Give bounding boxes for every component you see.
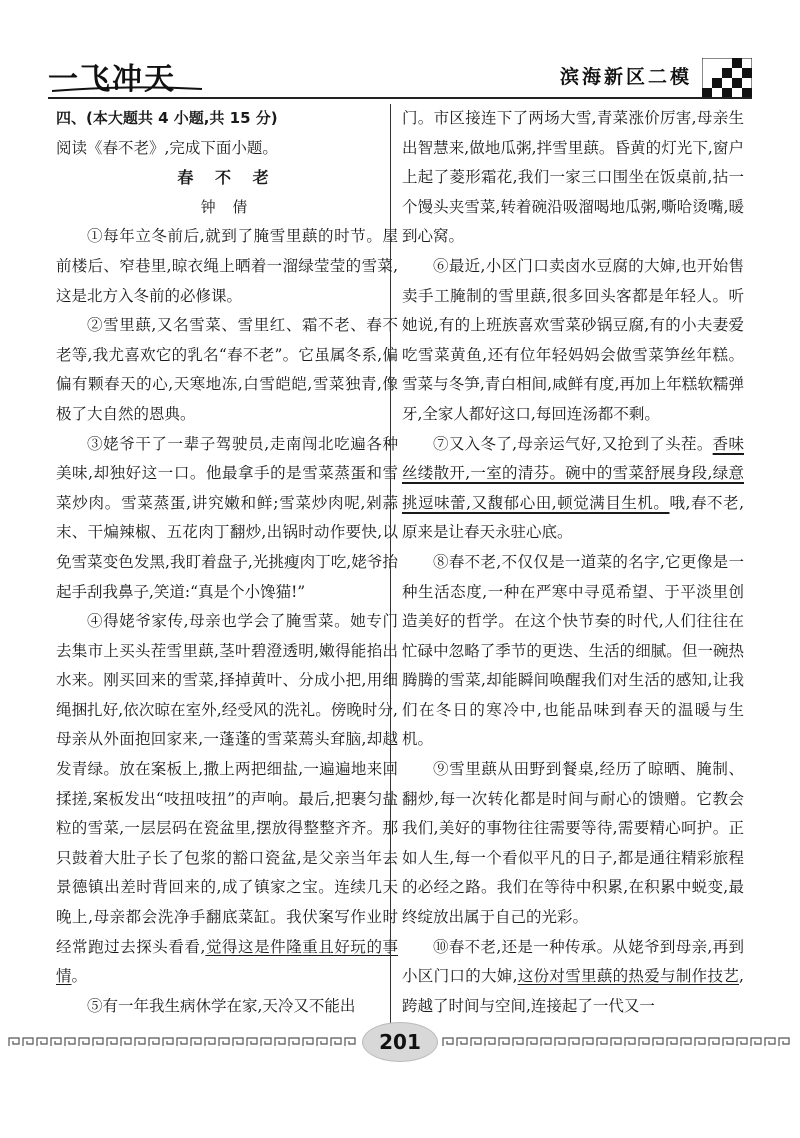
underlined-phrase-2: 这份对雪里蕻的热爱与制作技艺 [517,967,740,986]
paragraph-5-continued: 门。市区接连下了两场大雪,青菜涨价厉害,母亲生出智慧来,做地瓜粥,拌雪里蕻。昏黄的灯光下,窗户上起了菱形霜花,我们一家三口围坐在饭桌前,拈一个馒头夹雪菜,转着碗沿吸溜喝地瓜粥,嘶哈烫嘴,暖到心窝。 [402,109,744,246]
paragraph-4 [56,607,398,992]
article-author: 钟 倩 [200,197,254,216]
paragraph-4-text: ④得姥爷家传,母亲也学会了腌雪菜。她专门去集市上买头茬雪里蕻,茎叶碧澄透明,嫩得能掐出水来。刚买回来的雪菜,择掉黄叶、分成小把,用细绳捆扎好,依次晾在室外,经受风的洗礼。傍晚时分,母亲从外面抱回家来,一蓬蓬的雪菜蔫头耷脑,却越发青绿。放在案板上,撒上两把细盐,一遍遍地来回揉搓,案板发出“吱扭吱扭”的声响。最后,把裹匀盐粒的雪菜,一层层码在瓷盆里,摆放得整整齐齐。那只鼓着大肚子长了包浆的豁口瓷盆,是父亲当年去景德镇出差时背回来的,成了镇家之宝。连续几天晚上,母亲都会洗净手翻底菜缸。我伏案写作业时经常跑过去探头看看, [56,612,398,956]
paragraph-5-start: ⑤有一年我生病休学在家,天冷又不能出 [87,996,356,1015]
paragraph-3: ③姥爷干了一辈子驾驶员,走南闯北吃遍各种美味,却独好这一口。他最拿手的是雪菜蒸蛋和雪菜炒肉。雪菜蒸蛋,讲究嫩和鲜;雪菜炒肉呢,剁蒜末、干煸辣椒、五花肉丁翻炒,出锅时动作要快,以免雪菜变色发黑,我盯着盘子,光挑瘦肉丁吃,姥爷抬起手刮我鼻子,笑道:“真是个小馋猫!” [56,434,398,601]
paragraph-7 [402,430,744,548]
paragraph-1: ①每年立冬前后,就到了腌雪里蕻的时节。屋前楼后、窄巷里,晾衣绳上晒着一溜绿莹莹的雪菜,这是北方入冬前的必修课。 [56,227,398,305]
page-number: 201 [362,1022,438,1062]
paragraph-10 [402,933,744,1022]
page-footer [0,1018,800,1066]
paragraph-7-text: ⑦又入冬了,母亲运气好,又抢到了头茬。 [433,434,713,453]
article-title: 春 不 老 [177,168,277,188]
paragraph-10-end: ,跨越了时间与空间,连接起了一代又一 [402,967,744,1015]
paragraph-8: ⑧春不老,不仅仅是一道菜的名字,它更像是一种生活态度,一种在严寒中寻觅希望、于平淡里创造美好的哲学。在这个快节奏的时代,人们往往在忙碌中忽略了季节的更迭、生活的细腻。但一碗热腾腾的雪菜,却能瞬间唤醒我们对生活的感知,让我们在冬日的寒冷中,也能品味到春天的温暖与生机。 [402,552,744,749]
checkerboard-icon [702,58,752,98]
underlined-sentence: 香味丝缕散开,一室的清芬。碗中的雪菜舒展身段,绿意挑逗味蕾,又馥郁心田,顿觉满目生机。 [402,434,744,512]
brand-swoosh-icon [52,86,202,92]
section-heading: 四、(本大题共 4 小题,共 15 分) [56,109,278,127]
left-column [56,104,398,1021]
paragraph-2: ②雪里蕻,又名雪菜、雪里红、霜不老、春不老等,我尤喜欢它的乳名“春不老”。它虽属冬系,偏偏有颗春天的心,天寒地冻,白雪皑皑,雪菜独青,像极了大自然的恩典。 [56,316,398,423]
paragraph-6: ⑥最近,小区门口卖卤水豆腐的大婶,也开始售卖手工腌制的雪里蕻,很多回头客都是年轻人。听她说,有的上班族喜欢雪菜砂锅豆腐,有的小夫妻爱吃雪菜黄鱼,还有位年轻妈妈会做雪菜笋丝年糕。雪菜与冬笋,青白相间,咸鲜有度,再加上年糕软糯弹牙,全家人都好这口,每回连汤都不剩。 [402,256,744,423]
brand-logo: 一飞冲天 [48,62,176,97]
reading-instruction: 阅读《春不老》,完成下面小题。 [56,138,278,157]
header-rule [48,97,752,99]
paragraph-7-end: 哦,春不老,原来是让春天永驻心底。 [402,493,744,542]
underlined-phrase-1: 觉得这是件隆重且好玩的事情 [56,937,398,986]
paragraph-4-end: 。 [71,967,88,986]
page-header [48,52,752,100]
column-divider [390,104,391,1024]
footer-border-right [442,1036,792,1048]
paragraph-10-text: ⑩春不老,还是一种传承。从姥爷到母亲,再到小区门口的大婶, [402,937,744,986]
exam-title: 滨海新区二模 [559,66,692,88]
right-column [402,104,744,1021]
footer-border-left [8,1036,358,1048]
paragraph-9: ⑨雪里蕻从田野到餐桌,经历了晾晒、腌制、翻炒,每一次转化都是时间与耐心的馈赠。它教会我们,美好的事物往往需要等待,需要精心呵护。正如人生,每一个看似平凡的日子,都是通往精彩旅程的必经之路。我们在等待中积累,在积累中蜕变,最终绽放出属于自己的光彩。 [402,760,744,927]
